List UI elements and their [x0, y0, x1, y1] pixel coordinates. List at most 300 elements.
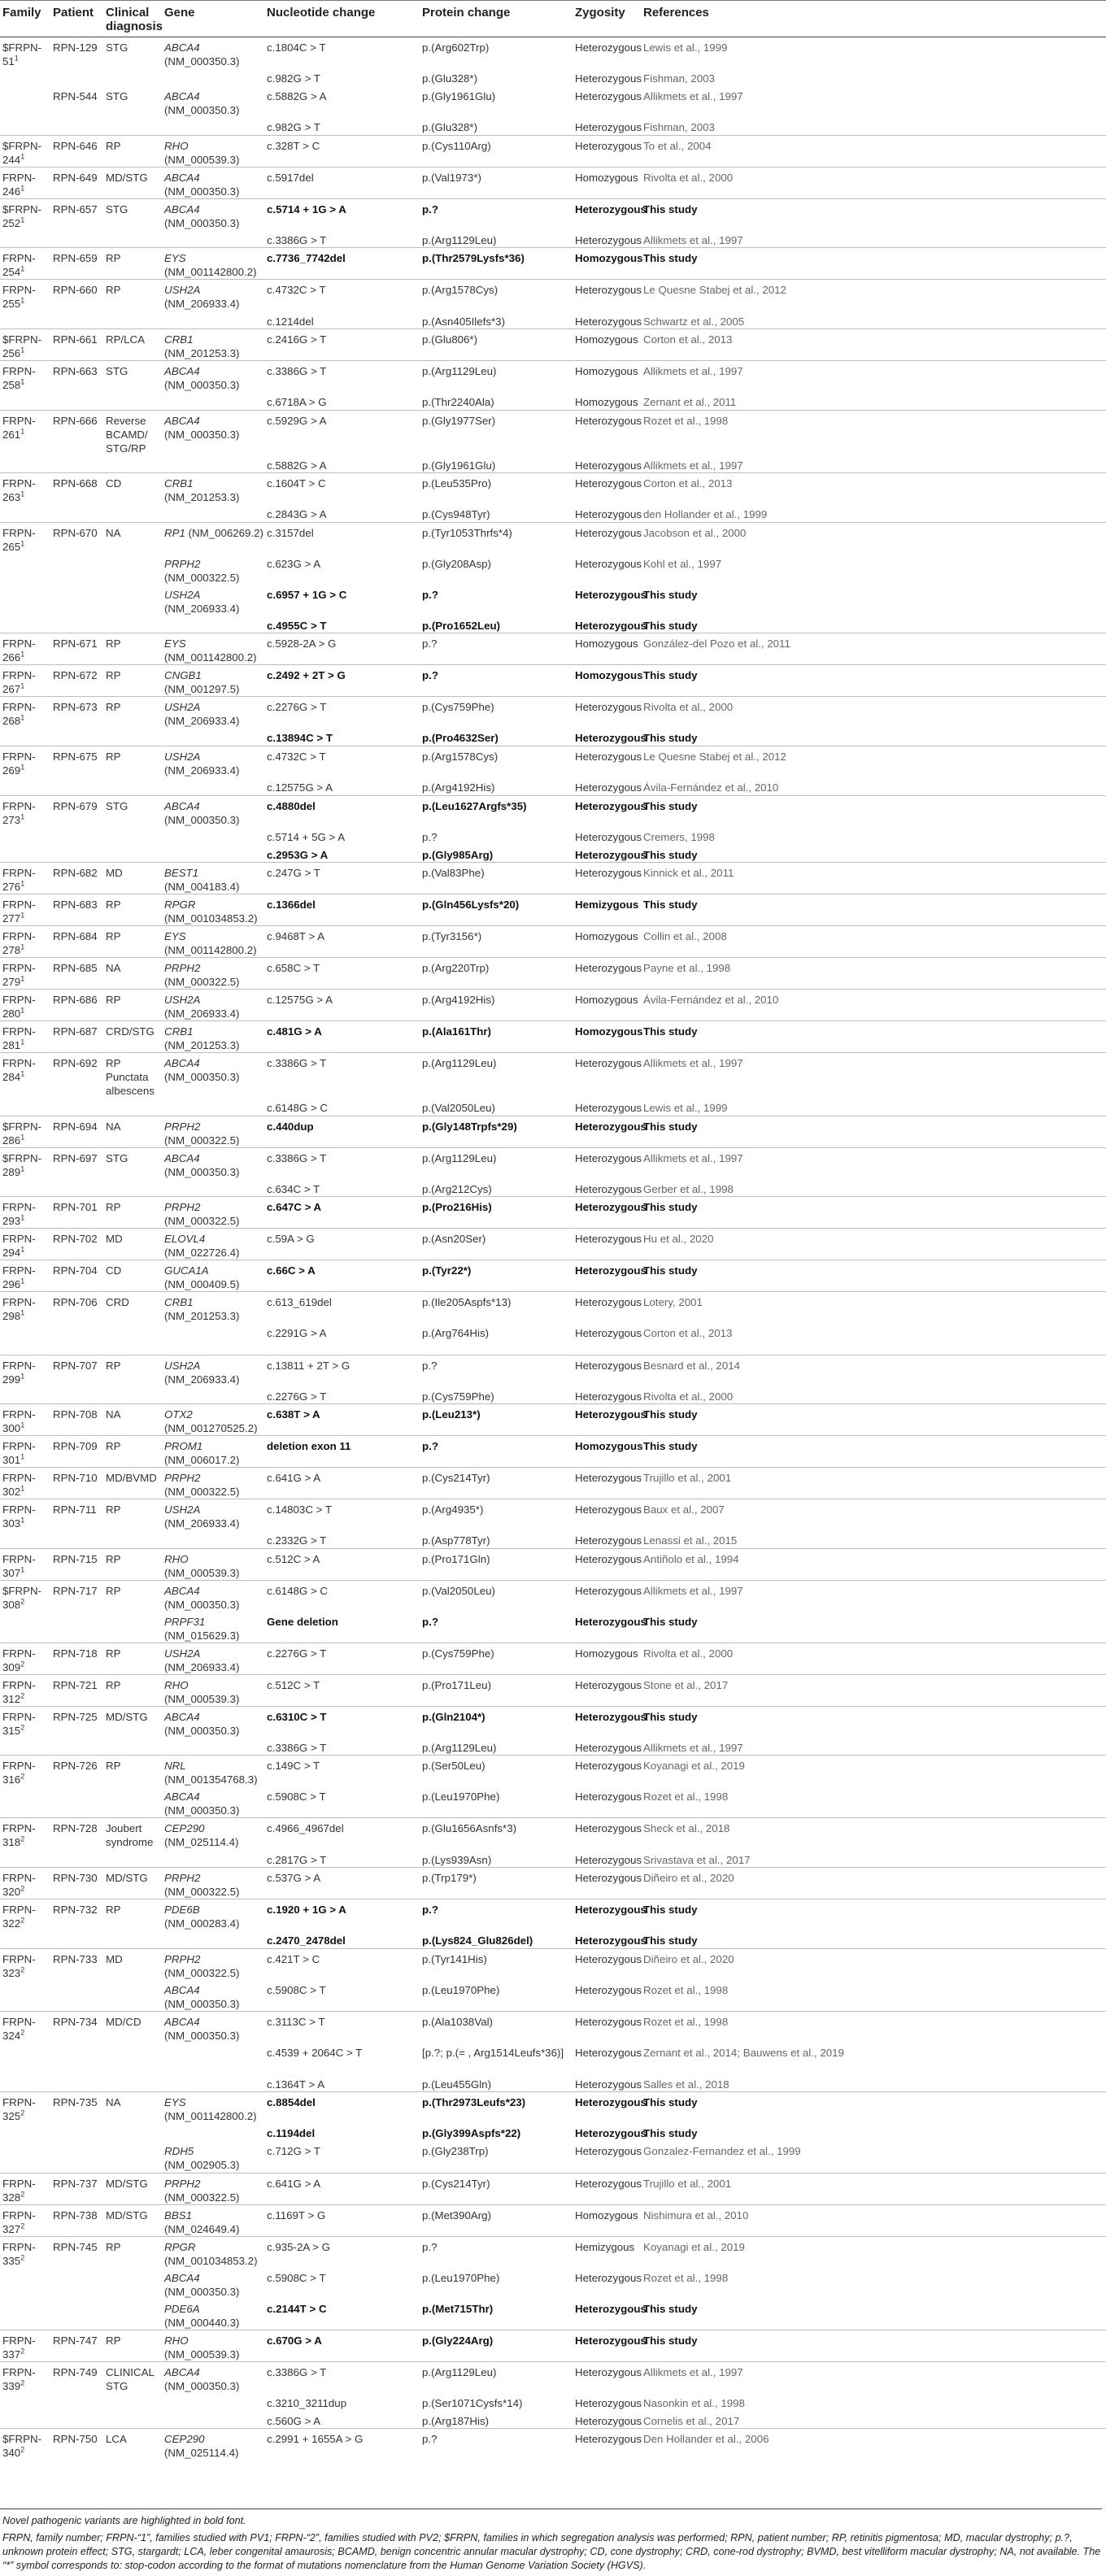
gene-transcript: (NM_201253.3)	[164, 1039, 240, 1051]
gene-symbol: ABCA4	[164, 90, 200, 102]
family-cell	[0, 1323, 50, 1355]
gene-symbol: RHO	[164, 1678, 189, 1691]
family-cell	[0, 728, 50, 746]
patient-cell: RPN-709	[50, 1436, 103, 1468]
reference-cell: This study	[643, 732, 698, 744]
family-cell	[0, 1292, 50, 1324]
table-row	[0, 167, 1106, 198]
family-id: FRPN-318	[2, 1822, 36, 1848]
family-cell	[0, 2299, 50, 2330]
gene-symbol: ABCA4	[164, 41, 200, 54]
table-row	[0, 2429, 1106, 2461]
reference-cell: Ávila-Fernández et al., 2010	[641, 990, 1106, 1021]
protein-change-cell: p.(Gly238Trp)	[422, 2145, 489, 2157]
family-cell	[0, 554, 50, 585]
nucleotide-change-cell: c.2276G > T	[264, 1643, 420, 1674]
patient-cell	[50, 2299, 103, 2330]
zygosity-cell: Heterozygous	[573, 746, 641, 777]
table-row	[0, 795, 1106, 827]
table-row	[0, 1116, 1106, 1147]
patient-cell: RPN-661	[50, 329, 103, 361]
family-cell	[0, 2123, 50, 2141]
protein-change-cell: p.(Ser1071Cysfs*14)	[422, 2396, 523, 2409]
gene-cell	[162, 68, 264, 86]
patient-cell: RPN-646	[50, 135, 103, 167]
gene-cell	[162, 2074, 264, 2092]
reference-cell: Allikmets et al., 1997	[641, 361, 1106, 393]
zygosity-cell: Heterozygous	[575, 830, 642, 843]
gene-symbol: PRPH2	[164, 1120, 201, 1133]
nucleotide-change-cell: Gene deletion	[267, 1615, 338, 1628]
patient-cell: RPN-544	[53, 90, 98, 102]
patient-cell: RPN-749	[50, 2361, 103, 2393]
zygosity-cell: Heterozygous	[573, 1706, 641, 1738]
protein-change-cell: p.(Asn20Ser)	[420, 1229, 573, 1260]
reference-cell: Lotery, 2001	[641, 1292, 1106, 1324]
family-cell	[0, 329, 50, 361]
patient-cell: RPN-683	[50, 894, 103, 926]
table-row	[0, 2330, 1106, 2361]
gene-transcript: (NM_000350.3)	[164, 2029, 240, 2042]
zygosity-cell: Heterozygous	[575, 1791, 642, 1803]
gene-symbol: PRPF31	[164, 1615, 206, 1628]
patient-cell: RPN-672	[50, 665, 103, 697]
gene-transcript: (NM_206933.4)	[164, 764, 240, 777]
zygosity-cell: Heterozygous	[575, 121, 642, 133]
patient-cell	[50, 1980, 103, 2012]
clinical-diagnosis-cell: RP	[103, 2330, 162, 2361]
nucleotide-change-cell: c.6957 + 1G > C	[267, 588, 347, 601]
nucleotide-change-cell: c.712G > T	[267, 2145, 320, 2157]
nucleotide-change-cell: c.149C > T	[264, 1756, 420, 1787]
footnote-bold-legend: Novel pathogenic variants are highlighted in bold font.	[2, 2515, 246, 2526]
zygosity-cell: Heterozygous	[575, 1983, 642, 1996]
family-cell	[0, 37, 50, 69]
table-row	[0, 311, 1106, 329]
patient-cell	[50, 2141, 103, 2173]
header-row	[0, 1, 1106, 37]
zygosity-cell: Homozygous	[573, 2204, 641, 2236]
zygosity-cell: Heterozygous	[575, 1934, 647, 1947]
gene-transcript: (NM_000350.3)	[164, 1804, 240, 1817]
gene-transcript: (NM_000539.3)	[164, 1692, 240, 1705]
clinical-diagnosis-cell	[103, 2074, 162, 2092]
patient-cell: RPN-657	[50, 198, 103, 230]
patient-cell: RPN-682	[50, 863, 103, 894]
patient-cell	[50, 1323, 103, 1355]
nucleotide-change-cell: c.66C > A	[264, 1260, 420, 1292]
gene-cell	[162, 926, 264, 958]
nucleotide-change-cell: c.4732C > T	[264, 280, 420, 311]
zygosity-cell: Heterozygous	[575, 1390, 642, 1403]
family-cell	[0, 1098, 50, 1116]
family-id: FRPN-327	[2, 2208, 36, 2235]
gene-cell	[162, 1053, 264, 1099]
nucleotide-change-cell: c.647C > A	[264, 1197, 420, 1229]
family-cell	[0, 1980, 50, 2012]
zygosity-cell: Heterozygous	[573, 2011, 641, 2043]
family-cell	[0, 1499, 50, 1531]
nucleotide-change-cell: c.3157del	[264, 522, 420, 554]
family-id: FRPN-296	[2, 1264, 36, 1290]
family-cohort-superscript: 1	[20, 427, 25, 436]
clinical-diagnosis-cell: CRD	[103, 1292, 162, 1324]
patient-cell: RPN-730	[50, 1868, 103, 1899]
gene-symbol: ABCA4	[164, 365, 200, 377]
zygosity-cell: Homozygous	[573, 926, 641, 958]
zygosity-cell: Heterozygous	[573, 1229, 641, 1260]
family-cell	[0, 697, 50, 729]
gene-symbol: BBS1	[164, 2208, 193, 2221]
patient-cell	[50, 2074, 103, 2092]
zygosity-cell: Heterozygous	[573, 522, 641, 554]
zygosity-cell: Heterozygous	[573, 2092, 641, 2124]
zygosity-cell: Homozygous	[573, 1021, 641, 1053]
gene-symbol: GUCA1A	[164, 1264, 209, 1277]
gene-cell	[162, 2393, 264, 2411]
gene-cell	[162, 616, 264, 633]
gene-cell	[162, 410, 264, 455]
nucleotide-change-cell: c.560G > A	[267, 2414, 321, 2427]
protein-change-cell: p.(Arg1129Leu)	[420, 1053, 573, 1099]
family-id: $FRPN-308	[2, 1584, 42, 1611]
gene-symbol: PDE6A	[164, 2302, 200, 2315]
table-row	[0, 1580, 1106, 1612]
gene-transcript: (NM_000409.5)	[164, 1278, 240, 1290]
family-id: FRPN-284	[2, 1057, 36, 1083]
gene-cell	[162, 2330, 264, 2361]
family-cohort-superscript: 2	[20, 1597, 25, 1606]
nucleotide-change-cell: c.481G > A	[264, 1021, 420, 1053]
table-row	[0, 2268, 1106, 2299]
reference-cell: Trujillo et al., 2001	[641, 2173, 1106, 2204]
patient-cell: RPN-692	[50, 1053, 103, 1099]
table-row	[0, 1786, 1106, 1818]
family-id: FRPN-301	[2, 1440, 36, 1466]
reference-cell: Cornelis et al., 2017	[643, 2414, 740, 2427]
nucleotide-change-cell: c.5928-2A > G	[264, 633, 420, 665]
nucleotide-change-cell: c.2817G > T	[267, 1853, 327, 1866]
gene-symbol: RHO	[164, 1552, 189, 1565]
family-id: FRPN-255	[2, 284, 36, 310]
protein-change-cell: p.(Gly148Trpfs*29)	[420, 1116, 573, 1147]
nucleotide-change-cell: c.5714 + 1G > A	[264, 198, 420, 230]
nucleotide-change-cell: c.3386G > T	[264, 361, 420, 393]
patient-cell: RPN-687	[50, 1021, 103, 1053]
family-id: FRPN-269	[2, 750, 36, 777]
family-cell	[0, 926, 50, 958]
protein-change-cell: p.(Met390Arg)	[420, 2204, 573, 2236]
col-header-patient: Patient	[50, 1, 103, 37]
gene-transcript: (NM_000350.3)	[164, 1165, 240, 1178]
gene-transcript: (NM_000350.3)	[164, 55, 240, 67]
clinical-diagnosis-cell	[103, 777, 162, 795]
clinical-diagnosis-cell	[103, 2268, 162, 2299]
zygosity-cell: Heterozygous	[575, 732, 647, 744]
family-cell	[0, 1674, 50, 1706]
clinical-diagnosis-cell: CD	[103, 473, 162, 505]
zygosity-cell: Homozygous	[575, 396, 638, 408]
family-id: FRPN-300	[2, 1408, 36, 1434]
protein-change-cell: p.?	[422, 1615, 438, 1628]
nucleotide-change-cell: c.2332G > T	[267, 1534, 327, 1547]
zygosity-cell: Heterozygous	[573, 280, 641, 311]
gene-transcript: (NM_000350.3)	[164, 1724, 240, 1737]
clinical-diagnosis-cell	[103, 1530, 162, 1548]
protein-change-cell: p.(Arg1129Leu)	[420, 1147, 573, 1179]
patient-cell: RPN-745	[50, 2236, 103, 2268]
protein-change-cell: p.(Gly208Asp)	[422, 557, 491, 570]
gene-cell	[162, 585, 264, 616]
reference-cell: Le Quesne Stabej et al., 2012	[641, 746, 1106, 777]
nucleotide-change-cell: c.1169T > G	[264, 2204, 420, 2236]
clinical-diagnosis-cell	[103, 1786, 162, 1818]
reference-cell: Cremers, 1998	[643, 830, 715, 843]
nucleotide-change-cell: c.1804C > T	[264, 37, 420, 69]
protein-change-cell: p.(Glu1656Asnfs*3)	[420, 1818, 573, 1850]
family-cohort-superscript: 1	[20, 1516, 25, 1525]
gene-transcript: (NM_000322.5)	[164, 976, 240, 988]
zygosity-cell: Heterozygous	[575, 557, 642, 570]
family-cell	[0, 117, 50, 135]
family-id: FRPN-273	[2, 799, 36, 826]
patient-cell	[50, 1098, 103, 1116]
reference-cell: This study	[641, 1021, 1106, 1053]
gene-symbol: USH2A	[164, 994, 201, 1006]
table-row	[0, 329, 1106, 361]
table-row	[0, 2411, 1106, 2429]
clinical-diagnosis-cell: Reverse BCAMD/ STG/RP	[103, 410, 162, 455]
gene-transcript: (NM_025114.4)	[164, 2447, 239, 2459]
patient-cell: RPN-660	[50, 280, 103, 311]
family-cell	[0, 1179, 50, 1197]
nucleotide-change-cell: c.4732C > T	[264, 746, 420, 777]
family-id: FRPN-302	[2, 1472, 36, 1498]
family-cell	[0, 2092, 50, 2124]
reference-cell: Stone et al., 2017	[641, 1674, 1106, 1706]
protein-change-cell: p.(Glu806*)	[420, 329, 573, 361]
protein-change-cell: p.(Cys214Tyr)	[420, 1468, 573, 1499]
family-cohort-superscript: 1	[20, 681, 25, 690]
gene-cell	[162, 1098, 264, 1116]
clinical-diagnosis-cell	[103, 616, 162, 633]
gene-symbol: ABCA4	[164, 799, 200, 812]
nucleotide-change-cell: c.247G > T	[264, 863, 420, 894]
family-id: FRPN-265	[2, 526, 36, 553]
gene-transcript: (NM_000350.3)	[164, 1997, 240, 2010]
family-cell	[0, 665, 50, 697]
table-row	[0, 845, 1106, 863]
family-cohort-superscript: 2	[20, 1691, 25, 1700]
family-cell	[0, 1468, 50, 1499]
gene-symbol: RHO	[164, 139, 189, 152]
nucleotide-change-cell: c.2276G > T	[264, 697, 420, 729]
family-cell	[0, 777, 50, 795]
zygosity-cell: Heterozygous	[575, 459, 642, 472]
reference-cell: Allikmets et al., 1997	[641, 1053, 1106, 1099]
clinical-diagnosis-cell: MD/STG	[103, 1868, 162, 1899]
family-cohort-superscript: 1	[20, 1245, 25, 1254]
gene-cell	[162, 198, 264, 230]
family-cohort-superscript: 1	[20, 763, 25, 772]
clinical-diagnosis-cell: RP Punctata albescens	[103, 1053, 162, 1099]
nucleotide-change-cell: deletion exon 11	[264, 1436, 420, 1468]
gene-cell	[162, 280, 264, 311]
table-row	[0, 248, 1106, 280]
family-cell	[0, 827, 50, 845]
zygosity-cell: Heterozygous	[575, 1327, 642, 1339]
reference-cell: Corton et al., 2013	[643, 1327, 733, 1339]
zygosity-cell: Heterozygous	[573, 198, 641, 230]
clinical-diagnosis-cell: MD	[103, 1948, 162, 1980]
gene-cell	[162, 1021, 264, 1053]
gene-cell	[162, 1948, 264, 1980]
zygosity-cell: Heterozygous	[573, 1116, 641, 1147]
family-id: FRPN-276	[2, 867, 36, 893]
table-row	[0, 1948, 1106, 1980]
gene-transcript: (NM_000350.3)	[164, 2379, 240, 2392]
patient-cell: RPN-725	[50, 1706, 103, 1738]
col-header-nucleotide-change: Nucleotide change	[264, 1, 420, 37]
gene-cell	[162, 1674, 264, 1706]
reference-cell: Baux et al., 2007	[641, 1499, 1106, 1531]
clinical-diagnosis-cell	[103, 1386, 162, 1404]
clinical-diagnosis-cell: RP	[103, 633, 162, 665]
family-cohort-superscript: 1	[20, 264, 25, 273]
gene-transcript: (NM_001142800.2)	[164, 2110, 257, 2122]
family-cohort-superscript: 1	[20, 184, 25, 193]
family-cell	[0, 1436, 50, 1468]
clinical-diagnosis-cell: RP	[103, 990, 162, 1021]
patient-cell: RPN-671	[50, 633, 103, 665]
family-cohort-superscript: 1	[20, 1133, 25, 1142]
patient-cell: RPN-701	[50, 1197, 103, 1229]
gene-symbol: ABCA4	[164, 1151, 200, 1164]
table-row	[0, 665, 1106, 697]
protein-change-cell: p.(Ala1038Val)	[420, 2011, 573, 2043]
nucleotide-change-cell: c.3210_3211dup	[267, 2396, 347, 2409]
zygosity-cell: Heterozygous	[575, 1853, 642, 1866]
clinical-diagnosis-cell: CLINICAL STG	[103, 2361, 162, 2393]
gene-cell	[162, 697, 264, 729]
gene-symbol: NRL	[164, 1760, 186, 1772]
family-id: FRPN-320	[2, 1872, 36, 1898]
family-cell	[0, 473, 50, 505]
family-cell	[0, 455, 50, 473]
table-row	[0, 2123, 1106, 2141]
gene-transcript: (NM_206933.4)	[164, 602, 240, 615]
protein-change-cell: p.(Arg187His)	[422, 2414, 490, 2427]
gene-cell	[162, 1468, 264, 1499]
family-cell	[0, 2330, 50, 2361]
protein-change-cell: p.(Gly1961Glu)	[422, 90, 496, 102]
reference-cell: This study	[641, 1436, 1106, 1468]
gene-symbol: CEP290	[164, 2433, 205, 2445]
protein-change-cell: p.(Arg4935*)	[420, 1499, 573, 1531]
patient-cell	[50, 2411, 103, 2429]
family-cell	[0, 1021, 50, 1053]
table-row	[0, 1404, 1106, 1436]
gene-transcript: (NM_006017.2)	[164, 1454, 240, 1466]
gene-transcript: (NM_001142800.2)	[164, 266, 257, 278]
patient-cell: RPN-750	[50, 2429, 103, 2461]
nucleotide-change-cell: c.1194del	[267, 2127, 316, 2139]
gene-transcript: (NM_000350.3)	[164, 1598, 240, 1611]
reference-cell: Lewis et al., 1999	[641, 37, 1106, 69]
nucleotide-change-cell: c.14803C > T	[264, 1499, 420, 1531]
reference-cell: This study	[641, 1404, 1106, 1436]
reference-cell: This study	[641, 1706, 1106, 1738]
protein-change-cell: [p.?; p.(= , Arg1514Leufs*36)]	[422, 2046, 564, 2059]
nucleotide-change-cell: c.1214del	[267, 315, 314, 328]
family-cell	[0, 1116, 50, 1147]
clinical-diagnosis-cell: MD/BVMD	[103, 1468, 162, 1499]
family-cell	[0, 1930, 50, 1948]
clinical-diagnosis-cell: RP	[103, 135, 162, 167]
gene-transcript: (NM_000350.3)	[164, 379, 240, 391]
family-id: $FRPN-51	[2, 41, 42, 67]
gene-cell	[162, 665, 264, 697]
zygosity-cell: Heterozygous	[575, 619, 647, 632]
table-row	[0, 1053, 1106, 1099]
family-cell	[0, 1197, 50, 1229]
clinical-diagnosis-cell	[103, 1098, 162, 1116]
zygosity-cell: Homozygous	[573, 361, 641, 393]
gene-cell	[162, 1980, 264, 2012]
family-cohort-superscript: 2	[20, 2445, 25, 2454]
nucleotide-change-cell: c.59A > G	[264, 1229, 420, 1260]
gene-symbol: USH2A	[164, 701, 201, 713]
family-cell	[0, 1229, 50, 1260]
zygosity-cell: Hemizygous	[573, 894, 641, 926]
reference-cell: Rivolta et al., 2000	[641, 1643, 1106, 1674]
nucleotide-change-cell: c.935-2A > G	[264, 2236, 420, 2268]
protein-change-cell: p.(Leu213*)	[420, 1404, 573, 1436]
clinical-diagnosis-cell	[103, 392, 162, 410]
clinical-diagnosis-cell: MD/STG	[103, 1706, 162, 1738]
family-id: $FRPN-252	[2, 202, 42, 229]
family-cell	[0, 1053, 50, 1099]
family-cell	[0, 1548, 50, 1580]
reference-cell: This study	[643, 1934, 698, 1947]
clinical-diagnosis-cell: RP	[103, 2236, 162, 2268]
table-row	[0, 1706, 1106, 1738]
family-cohort-superscript: 1	[20, 377, 25, 386]
reference-cell: Trujillo et al., 2001	[641, 1468, 1106, 1499]
protein-change-cell: p.(Pro216His)	[420, 1197, 573, 1229]
reference-cell: Rivolta et al., 2000	[643, 1390, 734, 1403]
zygosity-cell: Heterozygous	[573, 2330, 641, 2361]
family-cohort-superscript: 2	[20, 2108, 25, 2117]
gene-cell	[162, 361, 264, 393]
family-cell	[0, 167, 50, 198]
clinical-diagnosis-cell: NA	[103, 1404, 162, 1436]
nucleotide-change-cell: c.2416G > T	[264, 329, 420, 361]
zygosity-cell: Heterozygous	[573, 410, 641, 455]
clinical-diagnosis-cell: CD	[103, 1260, 162, 1292]
nucleotide-change-cell: c.5929G > A	[264, 410, 420, 455]
protein-change-cell: p.(Arg1129Leu)	[420, 2361, 573, 2393]
reference-cell: This study	[641, 894, 1106, 926]
gene-symbol: ABCA4	[164, 1791, 200, 1803]
gene-transcript: (NM_001354768.3)	[164, 1773, 258, 1786]
protein-change-cell: p.(Thr2579Lysfs*36)	[420, 248, 573, 280]
family-cohort-superscript: 1	[20, 1006, 25, 1015]
patient-cell: RPN-666	[50, 410, 103, 455]
table-row	[0, 777, 1106, 795]
gene-cell	[162, 1738, 264, 1756]
gene-transcript: (NM_000322.5)	[164, 2191, 240, 2204]
